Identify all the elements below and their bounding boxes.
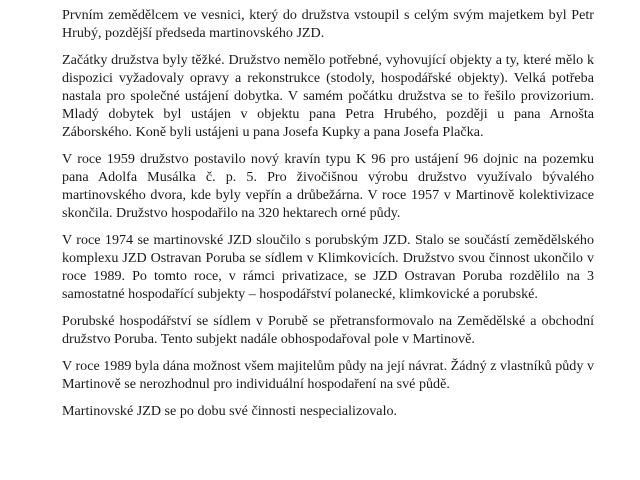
paragraph-first-farmer: Prvním zemědělcem ve vesnici, který do družstva vstoupil s celým svým majetkem byl Petr Hrubý, pozdější předseda martinovského JZD. xyxy=(62,7,594,41)
paragraph-no-specialization: Martinovské JZD se po dobu své činnosti nespecializovalo. xyxy=(62,403,398,419)
paragraph-poruba-transformation: Porubské hospodářství se sídlem v Porubě se přetransformovalo na Zemědělské a obchodní družstvo Poruba. Tento subjekt nadále obhospodařoval pole v Martinově. xyxy=(62,313,594,347)
document-page xyxy=(62,6,594,429)
paragraph-land-return-1989: V roce 1989 byla dána možnost všem majitelům půdy na její návrat. Žádný z vlastníků půdy v Martinově se nerozhodnul pro individuální hospodaření na své půdě. xyxy=(62,358,594,392)
paragraph-beginnings: Začátky družstva byly těžké. Družstvo nemělo potřebné, vyhovující objekty a ty, které mělo k dispozici vyžadovaly opravy a rekonstrukce (stodoly, hospodářské objekty). Velká potřeba nastala pro společné ustájení dobytka. V samém počátku družstva se to řešilo provizorium. Mladý dobytek byl ustájen v objektu pana Petra Hrubého, později u pana Arnošta Záborského. Koně byli ustájeni u pana Josefa Kupky a pana Josefa Plačka. xyxy=(62,52,594,140)
paragraph-merger-1974: V roce 1974 se martinovské JZD sloučilo s porubským JZD. Stalo se součástí zemědělského komplexu JZD Ostravan Poruba se sídlem v Klimkovicích. Družstvo svou činnost ukončilo v roce 1989. Po tomto roce, v rámci privatizace, se JZD Ostravan Poruba rozdělilo na 3 samostatné hospodařící subjekty – hospodářství polanecké, klimkovické a porubské. xyxy=(62,232,594,302)
paragraph-cowshed-1959: V roce 1959 družstvo postavilo nový kravín typu K 96 pro ustájení 96 dojnic na pozemku pana Adolfa Musálka č. p. 5. Pro živočišnou výrobu družstvo využívalo bývalého martinovského dvora, kde byly vepřín a drůbežárna. V roce 1957 v Martinově kolektivizace skončila. Družstvo hospodařilo na 320 hektarech orné půdy. xyxy=(62,151,594,221)
